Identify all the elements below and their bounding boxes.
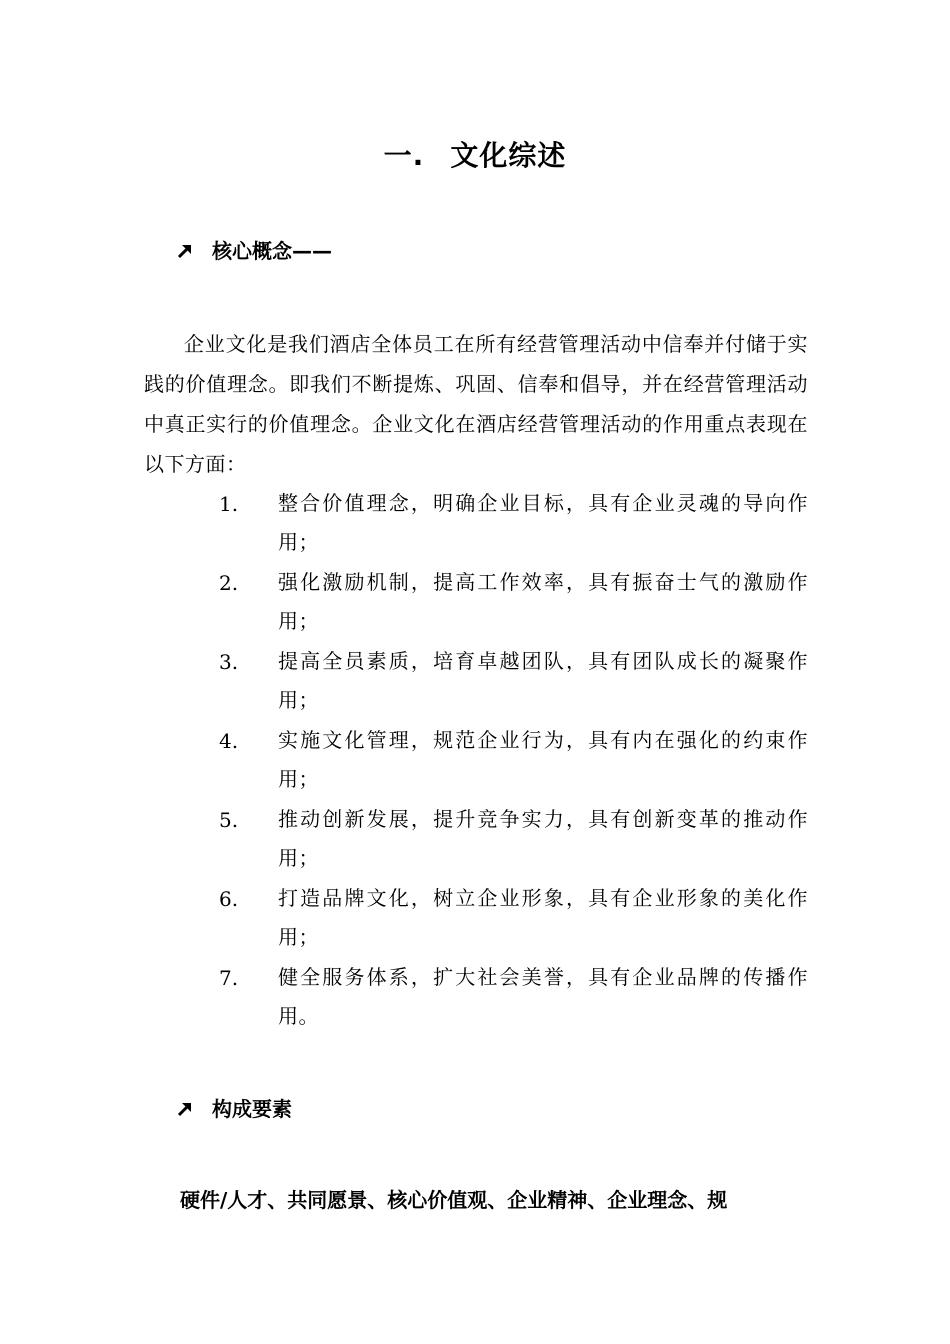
list-item-number: 3. [219, 650, 239, 674]
list-item-text: 整合价值理念，明确企业目标，具有企业灵魂的导向作用； [278, 491, 808, 554]
list-item-text: 推动创新发展，提升竞争实力，具有创新变革的推动作用； [278, 807, 808, 870]
list-item [0, 484, 950, 563]
function-list [0, 484, 950, 1037]
arrow-up-right-icon [176, 1100, 194, 1118]
list-item-number: 7. [219, 966, 239, 990]
section-heading-core-concept [176, 236, 332, 266]
arrow-up-right-icon [176, 242, 194, 260]
elements-paragraph: 硬件/人才、共同愿景、核心价值观、企业精神、企业理念、规 [180, 1188, 728, 1212]
list-item [0, 721, 950, 800]
list-item-number: 6. [219, 887, 239, 911]
list-item [0, 563, 950, 642]
title-number: 一. [383, 139, 425, 172]
section-heading-label: 构成要素 [212, 1097, 292, 1121]
section-heading-elements [176, 1094, 292, 1124]
list-item [0, 800, 950, 879]
list-item-text: 强化激励机制，提高工作效率，具有振奋士气的激励作用； [278, 570, 808, 633]
list-item-number: 2. [219, 571, 239, 595]
list-item-text: 打造品牌文化，树立企业形象，具有企业形象的美化作用； [278, 886, 808, 949]
list-item [0, 642, 950, 721]
intro-paragraph: 企业文化是我们酒店全体员工在所有经营管理活动中信奉并付储于实践的价值理念。即我们不断提炼、巩固、信奉和倡导，并在经营管理活动中真正实行的价值理念。企业文化在酒店经营管理活动的作用重点表现在以下方面： [144, 332, 808, 476]
list-item-text: 健全服务体系，扩大社会美誉，具有企业品牌的传播作用。 [278, 965, 808, 1028]
list-item-text: 实施文化管理，规范企业行为，具有内在强化的约束作用； [278, 728, 808, 791]
section-heading-label: 核心概念—— [212, 239, 332, 263]
title-text: 文化综述 [450, 139, 567, 172]
list-item-number: 4. [219, 729, 239, 753]
list-item-number: 1. [219, 492, 239, 516]
list-item-number: 5. [219, 808, 239, 832]
list-item-text: 提高全员素质，培育卓越团队，具有团队成长的凝聚作用； [278, 649, 808, 712]
list-item [0, 879, 950, 958]
list-item [0, 958, 950, 1037]
page-title [0, 136, 950, 176]
